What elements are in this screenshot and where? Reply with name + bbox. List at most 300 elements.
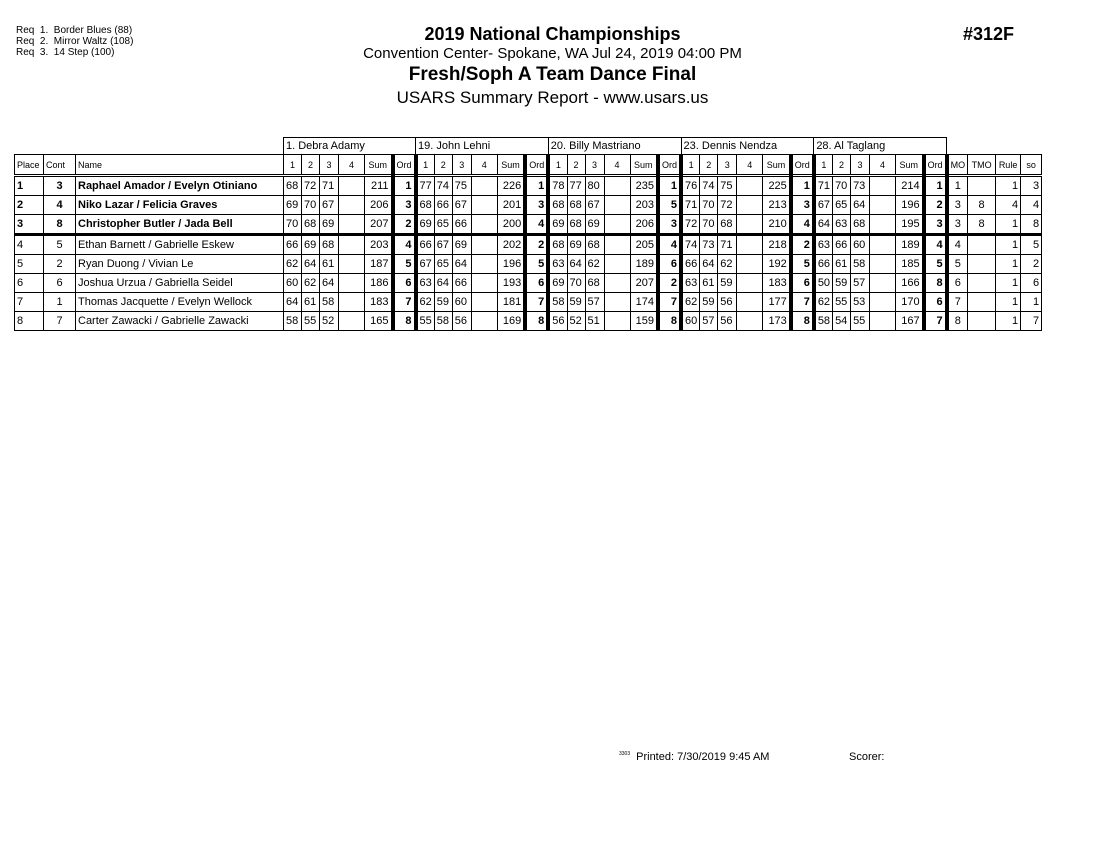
- score-sum: 186: [365, 274, 393, 293]
- ordinal: 8: [525, 312, 548, 331]
- score-3: 68: [718, 215, 737, 235]
- header-sum: Sum: [497, 155, 525, 176]
- table-row: [15, 312, 1042, 331]
- ordinal: 7: [393, 293, 416, 312]
- rule: 1: [996, 255, 1021, 274]
- score-4: [604, 312, 630, 331]
- event-number: #312F: [963, 24, 1015, 44]
- score-sum: 173: [763, 312, 791, 331]
- score-2: 59: [434, 293, 452, 312]
- scorer-label: Scorer:: [849, 751, 885, 763]
- score-3: 57: [851, 274, 870, 293]
- ordinal: 6: [658, 255, 681, 274]
- score-sum: 196: [497, 255, 525, 274]
- score-sum: 226: [497, 176, 525, 196]
- score-sum: 159: [630, 312, 658, 331]
- majority-ordinal: 3: [947, 196, 968, 215]
- score-2: 69: [302, 235, 320, 255]
- score-2: 65: [833, 196, 851, 215]
- score-3: 56: [718, 293, 737, 312]
- score-sum: 225: [763, 176, 791, 196]
- place: 4: [15, 235, 44, 255]
- header-ord: Ord: [924, 155, 947, 176]
- score-2: 74: [434, 176, 452, 196]
- score-4: [471, 312, 497, 331]
- ordinal: 2: [393, 215, 416, 235]
- score-3: 62: [718, 255, 737, 274]
- score-2: 68: [302, 215, 320, 235]
- score-4: [471, 176, 497, 196]
- score-3: 68: [320, 235, 339, 255]
- score-1: 70: [284, 215, 302, 235]
- ordinal: 2: [658, 274, 681, 293]
- ordinal: 8: [658, 312, 681, 331]
- score-4: [737, 176, 763, 196]
- score-1: 66: [681, 255, 700, 274]
- score-3: 56: [718, 312, 737, 331]
- score-1: 64: [814, 215, 833, 235]
- score-3: 68: [585, 274, 604, 293]
- place: 3: [15, 215, 44, 235]
- score-4: [471, 196, 497, 215]
- score-1: 69: [284, 196, 302, 215]
- table-row: [15, 176, 1042, 196]
- majority-ordinal: 5: [947, 255, 968, 274]
- score-3: 75: [718, 176, 737, 196]
- score-1: 68: [416, 196, 435, 215]
- header-so: so: [1021, 155, 1042, 176]
- total-majority-ordinal: [968, 235, 996, 255]
- header-s4: 4: [604, 155, 630, 176]
- score-4: [737, 293, 763, 312]
- ordinal: 6: [393, 274, 416, 293]
- table-row: [15, 255, 1042, 274]
- ordinal: 3: [791, 196, 814, 215]
- ordinal: 5: [525, 255, 548, 274]
- score-2: 52: [567, 312, 585, 331]
- place: 2: [15, 196, 44, 215]
- skater-names: Ryan Duong / Vivian Le: [76, 255, 284, 274]
- judge-name: 1. Debra Adamy: [284, 138, 416, 155]
- header-s4: 4: [339, 155, 365, 176]
- judge-name: 20. Billy Mastriano: [548, 138, 681, 155]
- score-sum: 177: [763, 293, 791, 312]
- score-3: 61: [320, 255, 339, 274]
- score-sum: 205: [630, 235, 658, 255]
- score-sum: 206: [365, 196, 393, 215]
- ordinal: 6: [525, 274, 548, 293]
- score-1: 60: [681, 312, 700, 331]
- table-row: [15, 235, 1042, 255]
- score-2: 64: [302, 255, 320, 274]
- score-4: [604, 196, 630, 215]
- score-2: 64: [700, 255, 718, 274]
- score-4: [604, 293, 630, 312]
- score-2: 57: [700, 312, 718, 331]
- score-1: 58: [814, 312, 833, 331]
- header-s1: 1: [548, 155, 567, 176]
- score-1: 67: [416, 255, 435, 274]
- score-4: [339, 235, 365, 255]
- score-1: 62: [416, 293, 435, 312]
- place: 7: [15, 293, 44, 312]
- score-4: [737, 215, 763, 235]
- score-4: [339, 255, 365, 274]
- table-row: [15, 196, 1042, 215]
- score-2: 54: [833, 312, 851, 331]
- score-4: [339, 176, 365, 196]
- column-header-row: [15, 155, 1042, 176]
- score-sum: 166: [896, 274, 924, 293]
- score-4: [737, 274, 763, 293]
- score-2: 62: [302, 274, 320, 293]
- score-2: 66: [833, 235, 851, 255]
- header-mo: MO: [947, 155, 968, 176]
- majority-ordinal: 3: [947, 215, 968, 235]
- score-4: [471, 274, 497, 293]
- requirements-list: [16, 25, 133, 58]
- start-order: 1: [1021, 293, 1042, 312]
- skater-names: Niko Lazar / Felicia Graves: [76, 196, 284, 215]
- score-sum: 170: [896, 293, 924, 312]
- score-sum: 189: [630, 255, 658, 274]
- requirement-2: Req 2. Mirror Waltz (108): [16, 36, 134, 47]
- score-1: 69: [548, 274, 567, 293]
- score-2: 73: [700, 235, 718, 255]
- score-1: 66: [284, 235, 302, 255]
- header-ord: Ord: [393, 155, 416, 176]
- spacer: [15, 138, 284, 155]
- score-1: 78: [548, 176, 567, 196]
- rule: 1: [996, 293, 1021, 312]
- header-s3: 3: [320, 155, 339, 176]
- score-3: 67: [452, 196, 471, 215]
- score-4: [471, 293, 497, 312]
- requirement-3: Req 3. 14 Step (100): [16, 47, 115, 58]
- rule: 1: [996, 235, 1021, 255]
- header-s4: 4: [870, 155, 896, 176]
- contestant-number: 1: [44, 293, 76, 312]
- score-4: [870, 293, 896, 312]
- ordinal: 7: [791, 293, 814, 312]
- judge-name: 19. John Lehni: [416, 138, 549, 155]
- score-1: 66: [814, 255, 833, 274]
- score-2: 61: [700, 274, 718, 293]
- header-s1: 1: [416, 155, 435, 176]
- judge-header-row: [15, 138, 1042, 155]
- score-sum: 211: [365, 176, 393, 196]
- score-1: 77: [416, 176, 435, 196]
- score-3: 69: [320, 215, 339, 235]
- place: 5: [15, 255, 44, 274]
- ordinal: 4: [393, 235, 416, 255]
- ordinal: 5: [791, 255, 814, 274]
- score-2: 70: [700, 196, 718, 215]
- score-2: 58: [434, 312, 452, 331]
- score-2: 61: [833, 255, 851, 274]
- score-4: [737, 255, 763, 274]
- score-1: 63: [416, 274, 435, 293]
- results-table: [14, 137, 1042, 331]
- score-1: 69: [416, 215, 435, 235]
- score-2: 59: [833, 274, 851, 293]
- score-2: 61: [302, 293, 320, 312]
- score-sum: 193: [497, 274, 525, 293]
- score-4: [339, 312, 365, 331]
- score-4: [604, 176, 630, 196]
- score-2: 72: [302, 176, 320, 196]
- score-sum: 165: [365, 312, 393, 331]
- header-s1: 1: [681, 155, 700, 176]
- ordinal: 2: [791, 235, 814, 255]
- ordinal: 8: [393, 312, 416, 331]
- header-s3: 3: [851, 155, 870, 176]
- score-3: 69: [452, 235, 471, 255]
- score-2: 63: [833, 215, 851, 235]
- header-place: Place: [15, 155, 44, 176]
- score-1: 69: [548, 215, 567, 235]
- header-s2: 2: [700, 155, 718, 176]
- score-sum: 207: [630, 274, 658, 293]
- start-order: 2: [1021, 255, 1042, 274]
- score-4: [604, 255, 630, 274]
- score-4: [870, 312, 896, 331]
- contestant-number: 6: [44, 274, 76, 293]
- report-code: 3303: [619, 751, 631, 758]
- score-2: 77: [567, 176, 585, 196]
- score-sum: 202: [497, 235, 525, 255]
- score-3: 52: [320, 312, 339, 331]
- score-1: 62: [284, 255, 302, 274]
- score-1: 58: [548, 293, 567, 312]
- score-sum: 183: [365, 293, 393, 312]
- score-2: 70: [302, 196, 320, 215]
- score-2: 59: [700, 293, 718, 312]
- header-s3: 3: [452, 155, 471, 176]
- score-3: 73: [851, 176, 870, 196]
- start-order: 8: [1021, 215, 1042, 235]
- total-majority-ordinal: [968, 255, 996, 274]
- report-header: [300, 24, 805, 109]
- judge-name: 28. Al Taglang: [814, 138, 947, 155]
- header-name: Name: [76, 155, 284, 176]
- start-order: 5: [1021, 235, 1042, 255]
- score-4: [870, 255, 896, 274]
- ordinal: 3: [924, 215, 947, 235]
- ordinal: 1: [791, 176, 814, 196]
- score-4: [870, 176, 896, 196]
- skater-names: Carter Zawacki / Gabrielle Zawacki: [76, 312, 284, 331]
- ordinal: 2: [924, 196, 947, 215]
- score-4: [737, 196, 763, 215]
- spacer: [947, 138, 1042, 155]
- score-2: 70: [833, 176, 851, 196]
- score-sum: 183: [763, 274, 791, 293]
- header-s4: 4: [471, 155, 497, 176]
- score-1: 64: [284, 293, 302, 312]
- skater-names: Raphael Amador / Evelyn Otiniano: [76, 176, 284, 196]
- score-1: 76: [681, 176, 700, 196]
- header-s4: 4: [737, 155, 763, 176]
- header-s2: 2: [567, 155, 585, 176]
- score-2: 65: [434, 255, 452, 274]
- score-4: [870, 196, 896, 215]
- start-order: 4: [1021, 196, 1042, 215]
- judge-name: 23. Dennis Nendza: [681, 138, 814, 155]
- rule: 1: [996, 215, 1021, 235]
- score-4: [604, 235, 630, 255]
- score-3: 62: [585, 255, 604, 274]
- score-3: 64: [851, 196, 870, 215]
- printed-info: [619, 751, 769, 763]
- score-3: 72: [718, 196, 737, 215]
- score-4: [471, 215, 497, 235]
- score-sum: 214: [896, 176, 924, 196]
- ordinal: 7: [658, 293, 681, 312]
- venue-datetime: Convention Center- Spokane, WA Jul 24, 2019 04:00 PM: [363, 45, 742, 62]
- score-4: [737, 312, 763, 331]
- score-sum: 201: [497, 196, 525, 215]
- score-3: 66: [452, 274, 471, 293]
- score-sum: 196: [896, 196, 924, 215]
- ordinal: 5: [924, 255, 947, 274]
- ordinal: 3: [525, 196, 548, 215]
- score-sum: 169: [497, 312, 525, 331]
- score-3: 51: [585, 312, 604, 331]
- score-2: 66: [434, 196, 452, 215]
- score-3: 67: [585, 196, 604, 215]
- score-2: 74: [700, 176, 718, 196]
- score-2: 65: [434, 215, 452, 235]
- score-1: 68: [548, 196, 567, 215]
- score-4: [471, 255, 497, 274]
- skater-names: Christopher Butler / Jada Bell: [76, 215, 284, 235]
- score-3: 66: [452, 215, 471, 235]
- score-sum: 189: [896, 235, 924, 255]
- total-majority-ordinal: [968, 312, 996, 331]
- rule: 1: [996, 312, 1021, 331]
- place: 6: [15, 274, 44, 293]
- score-sum: 200: [497, 215, 525, 235]
- score-sum: 207: [365, 215, 393, 235]
- score-3: 58: [320, 293, 339, 312]
- header-s3: 3: [585, 155, 604, 176]
- total-majority-ordinal: 8: [968, 196, 996, 215]
- score-1: 50: [814, 274, 833, 293]
- score-2: 70: [700, 215, 718, 235]
- header-tmo: TMO: [968, 155, 996, 176]
- contestant-number: 2: [44, 255, 76, 274]
- score-1: 74: [681, 235, 700, 255]
- score-2: 64: [434, 274, 452, 293]
- score-3: 68: [585, 235, 604, 255]
- ordinal: 4: [525, 215, 548, 235]
- total-majority-ordinal: [968, 274, 996, 293]
- ordinal: 7: [525, 293, 548, 312]
- rule: 4: [996, 196, 1021, 215]
- score-3: 56: [452, 312, 471, 331]
- score-1: 63: [814, 235, 833, 255]
- score-1: 66: [416, 235, 435, 255]
- score-4: [339, 215, 365, 235]
- start-order: 3: [1021, 176, 1042, 196]
- score-4: [604, 215, 630, 235]
- ordinal: 1: [658, 176, 681, 196]
- header-s2: 2: [302, 155, 320, 176]
- score-3: 55: [851, 312, 870, 331]
- header-rule: Rule: [996, 155, 1021, 176]
- ordinal: 6: [791, 274, 814, 293]
- score-3: 80: [585, 176, 604, 196]
- score-4: [870, 215, 896, 235]
- score-sum: 192: [763, 255, 791, 274]
- contestant-number: 4: [44, 196, 76, 215]
- score-3: 60: [452, 293, 471, 312]
- score-sum: 203: [365, 235, 393, 255]
- score-1: 60: [284, 274, 302, 293]
- header-sum: Sum: [630, 155, 658, 176]
- ordinal: 8: [791, 312, 814, 331]
- header-s2: 2: [833, 155, 851, 176]
- ordinal: 4: [924, 235, 947, 255]
- ordinal: 4: [791, 215, 814, 235]
- score-1: 63: [548, 255, 567, 274]
- score-sum: 210: [763, 215, 791, 235]
- score-2: 55: [833, 293, 851, 312]
- score-3: 53: [851, 293, 870, 312]
- score-3: 57: [585, 293, 604, 312]
- score-sum: 185: [896, 255, 924, 274]
- place: 8: [15, 312, 44, 331]
- header-s3: 3: [718, 155, 737, 176]
- table-row: [15, 215, 1042, 235]
- ordinal: 1: [924, 176, 947, 196]
- start-order: 7: [1021, 312, 1042, 331]
- place: 1: [15, 176, 44, 196]
- score-sum: 195: [896, 215, 924, 235]
- total-majority-ordinal: [968, 176, 996, 196]
- score-1: 55: [416, 312, 435, 331]
- score-2: 70: [567, 274, 585, 293]
- contestant-number: 8: [44, 215, 76, 235]
- score-sum: 206: [630, 215, 658, 235]
- score-1: 71: [681, 196, 700, 215]
- competition-title: 2019 National Championships: [424, 24, 681, 44]
- score-sum: 181: [497, 293, 525, 312]
- score-sum: 203: [630, 196, 658, 215]
- ordinal: 1: [393, 176, 416, 196]
- header-ord: Ord: [791, 155, 814, 176]
- skater-names: Joshua Urzua / Gabriella Seidel: [76, 274, 284, 293]
- event-title: Fresh/Soph A Team Dance Final: [408, 64, 697, 85]
- contestant-number: 3: [44, 176, 76, 196]
- score-2: 68: [567, 215, 585, 235]
- score-2: 64: [567, 255, 585, 274]
- score-sum: 213: [763, 196, 791, 215]
- total-majority-ordinal: 8: [968, 215, 996, 235]
- score-4: [737, 235, 763, 255]
- score-2: 55: [302, 312, 320, 331]
- ordinal: 4: [658, 235, 681, 255]
- score-1: 68: [284, 176, 302, 196]
- score-4: [870, 235, 896, 255]
- score-1: 58: [284, 312, 302, 331]
- header-s2: 2: [434, 155, 452, 176]
- start-order: 6: [1021, 274, 1042, 293]
- score-4: [339, 274, 365, 293]
- majority-ordinal: 8: [947, 312, 968, 331]
- printed-timestamp: Printed: 7/30/2019 9:45 AM: [636, 751, 770, 763]
